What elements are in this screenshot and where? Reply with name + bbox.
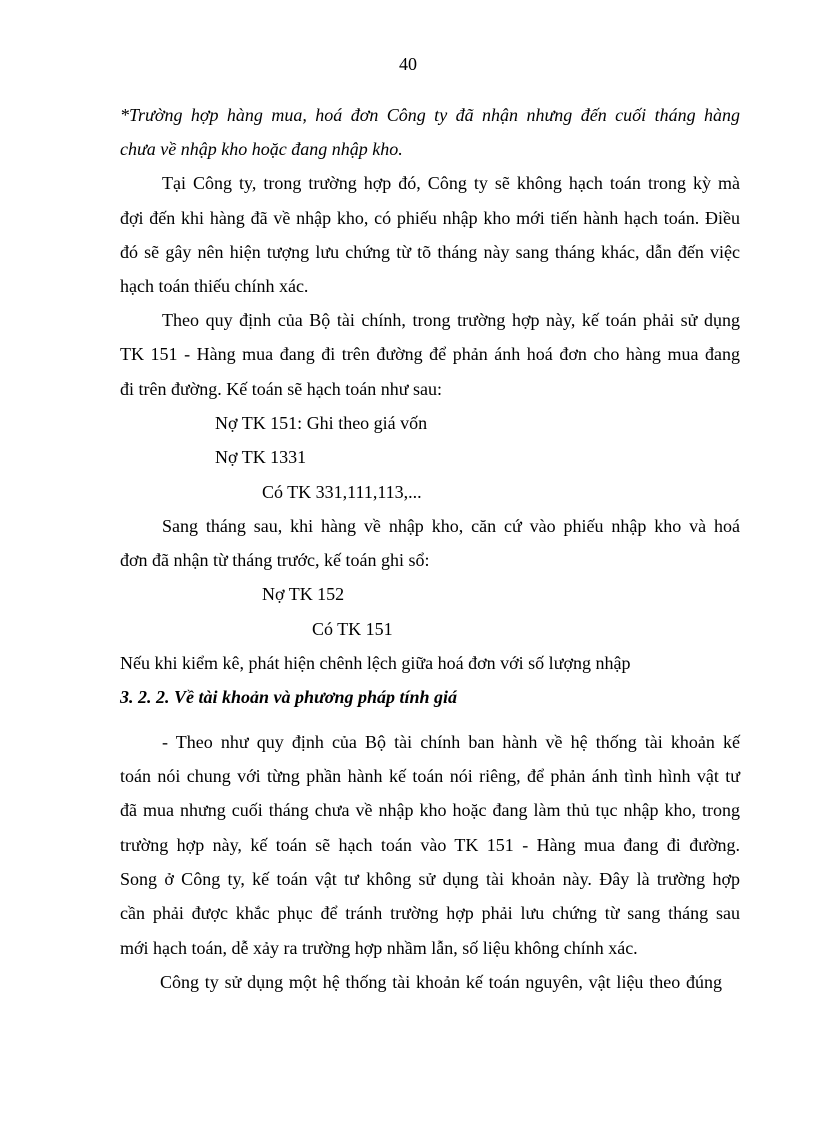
section-heading: 3. 2. 2. Về tài khoản và phương pháp tính giá xyxy=(120,687,458,707)
paragraph-line: toán nói chung với từng phần hành kế toán nói riêng, để phản ánh tình hình vật tư xyxy=(120,766,740,786)
paragraph-line: TK 151 - Hàng mua đang đi trên đường để phản ánh hoá đơn cho hàng mua đang xyxy=(120,344,740,364)
paragraph-line: đó sẽ gây nên hiện tượng lưu chứng từ tõ tháng này sang tháng khác, dẫn đến việc xyxy=(120,242,740,262)
paragraph-line: Sang tháng sau, khi hàng về nhập kho, căn cứ vào phiếu nhập kho và hoá xyxy=(162,516,740,536)
paragraph-line: đợi đến khi hàng đã về nhập kho, có phiếu nhập kho mới tiến hành hạch toán. Điều xyxy=(120,208,740,228)
entry-line: Nợ TK 1331 xyxy=(215,447,307,467)
entry-line: Có TK 151 xyxy=(312,619,393,639)
paragraph-line: đã mua nhưng cuối tháng chưa về nhập kho hoặc đang làm thủ tục nhập kho, trong xyxy=(120,800,740,820)
paragraph-line: Nếu khi kiểm kê, phát hiện chênh lệch giữa hoá đơn với số lượng nhập xyxy=(120,653,631,673)
paragraph-line: Tại Công ty, trong trường hợp đó, Công ty sẽ không hạch toán trong kỳ mà xyxy=(162,173,740,193)
paragraph-line: chưa về nhập kho hoặc đang nhập kho. xyxy=(120,139,403,159)
paragraph-line: - Theo như quy định của Bộ tài chính ban hành về hệ thống tài khoản kế xyxy=(162,732,740,752)
paragraph-line: Công ty sử dụng một hệ thống tài khoản kế toán nguyên, vật liệu theo đúng xyxy=(160,972,722,992)
entry-line: Có TK 331,111,113,... xyxy=(262,482,422,502)
paragraph-line: đơn đã nhận từ tháng trước, kế toán ghi sổ: xyxy=(120,550,430,570)
entry-line: Nợ TK 151: Ghi theo giá vốn xyxy=(215,413,428,433)
paragraph-line: Theo quy định của Bộ tài chính, trong trường hợp này, kế toán phải sử dụng xyxy=(162,310,740,330)
paragraph-line: trường hợp này, kế toán sẽ hạch toán vào TK 151 - Hàng mua đang đi đường. xyxy=(120,835,740,855)
paragraph-line: cần phải được khắc phục để tránh trường hợp phải lưu chứng từ sang tháng sau xyxy=(120,903,740,923)
page-number: 40 xyxy=(399,54,417,74)
paragraph-line: hạch toán thiếu chính xác. xyxy=(120,276,309,296)
paragraph-line: Song ở Công ty, kế toán vật tư không sử dụng tài khoản này. Đây là trường hợp xyxy=(120,869,740,889)
entry-line: Nợ TK 152 xyxy=(262,584,345,604)
paragraph-line: mới hạch toán, dễ xảy ra trường hợp nhầm lẫn, số liệu không chính xác. xyxy=(120,938,638,958)
paragraph-line: *Trường hợp hàng mua, hoá đơn Công ty đã nhận nhưng đến cuối tháng hàng xyxy=(120,105,740,125)
paragraph-line: đi trên đường. Kế toán sẽ hạch toán như sau: xyxy=(120,379,442,399)
